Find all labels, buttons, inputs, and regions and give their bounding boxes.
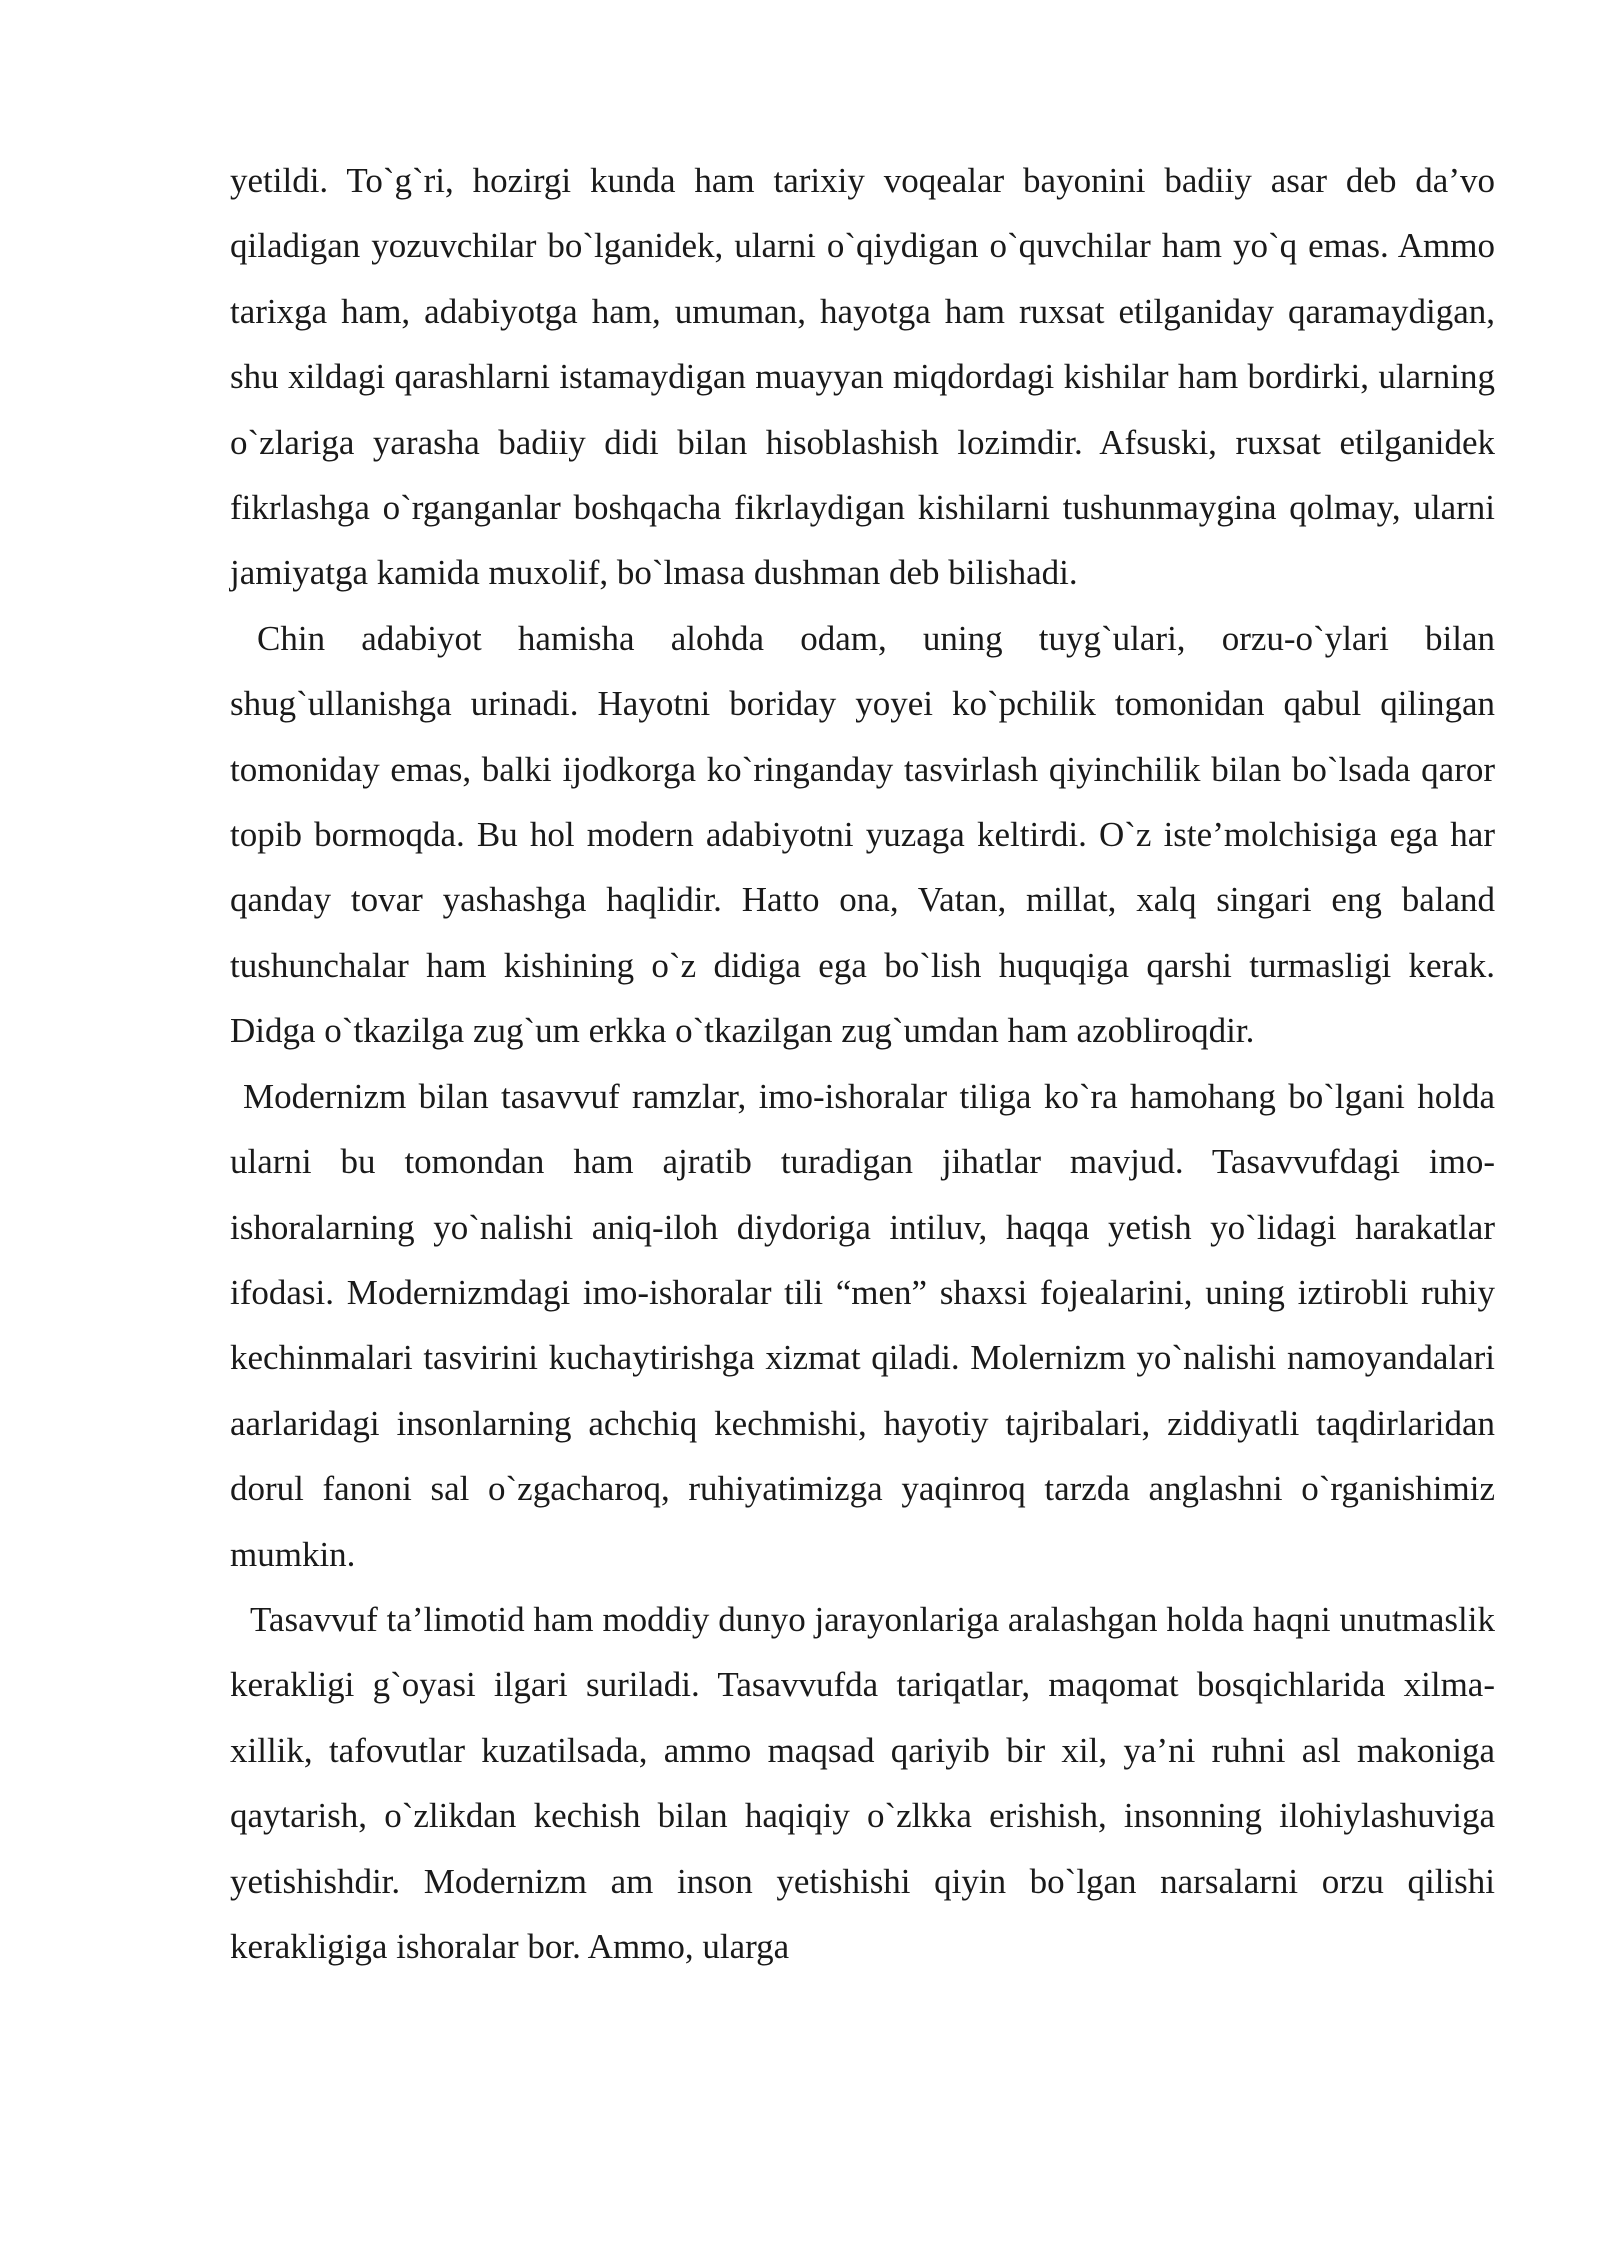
body-text — [230, 148, 1495, 1979]
paragraph-4: Tasavvuf ta’limotid ham moddiy dunyo jarayonlariga aralashgan holda haqni unutmaslik kerakligi g`oyasi ilgari suriladi. Tasavvufda tariqatlar, maqomat bosqichlarida xilma-xillik, tafovutlar kuzatilsada, ammo maqsad qariyib bir xil, ya’ni ruhni asl makoniga qaytarish, o`zlikdan kechish bilan haqiqiy o`zlkka erishish, insonning ilohiylashuviga yetishishdir. Modernizm am inson yetishishi qiyin bo`lgan narsalarni orzu qilishi kerakligiga ishoralar bor. Ammo, ularga — [230, 1599, 1495, 1966]
paragraph-2: Chin adabiyot hamisha alohda odam, uning tuyg`ulari, orzu-o`ylari bilan shug`ullanishga urinadi. Hayotni boriday yoyei ko`pchilik tomonidan qabul qilingan tomoniday emas, balki ijodkorga ko`ringanday tasvirlash qiyinchilik bilan bo`lsada qaror topib bormoqda. Bu hol modern adabiyotni yuzaga keltirdi. O`z iste’molchisiga ega har qanday tovar yashashga haqlidir. Hatto ona, Vatan, millat, xalq singari eng baland tushunchalar ham kishining o`z didiga ega bo`lish huquqiga qarshi turmasligi kerak. Didga o`tkazilga zug`um erkka o`tkazilgan zug`umdan ham azobliroqdir. — [230, 618, 1495, 1051]
paragraph-1: yetildi. To`g`ri, hozirgi kunda ham tarixiy voqealar bayonini badiiy asar deb da’vo qiladigan yozuvchilar bo`lganidek, ularni o`qiydigan o`quvchilar ham yo`q emas. Ammo tarixga ham, adabiyotga ham, umuman, hayotga ham ruxsat etilganiday qaramaydigan, shu xildagi qarashlarni istamaydigan muayyan miqdordagi kishilar ham bordirki, ularning o`zlariga yarasha badiiy didi bilan hisoblashish lozimdir. Afsuski, ruxsat etilganidek fikrlashga o`rganganlar boshqacha fikrlaydigan kishilarni tushunmaygina qolmay, ularni jamiyatga kamida muxolif, bo`lmasa dushman deb bilishadi. — [230, 161, 1495, 593]
paragraph-3: Modernizm bilan tasavvuf ramzlar, imo-ishoralar tiliga ko`ra hamohang bo`lgani holda ularni bu tomondan ham ajratib turadigan jihatlar mavjud. Tasavvufdagi imo-ishoralarning yo`nalishi aniq-iloh diydoriga intiluv, haqqa yetish yo`lidagi harakatlar ifodasi. Modernizmdagi imo-ishoralar tili “men” shaxsi fojealarini, uning iztirobli ruhiy kechinmalari tasvirini kuchaytirishga xizmat qiladi. Molernizm yo`nalishi namoyandalari aarlaridagi insonlarning achchiq kechmishi, hayotiy tajribalari, ziddiyatli taqdirlaridan dorul fanoni sal o`zgacharoq, ruhiyatimizga yaqinroq tarzda anglashni o`rganishimiz mumkin. — [230, 1076, 1495, 1574]
